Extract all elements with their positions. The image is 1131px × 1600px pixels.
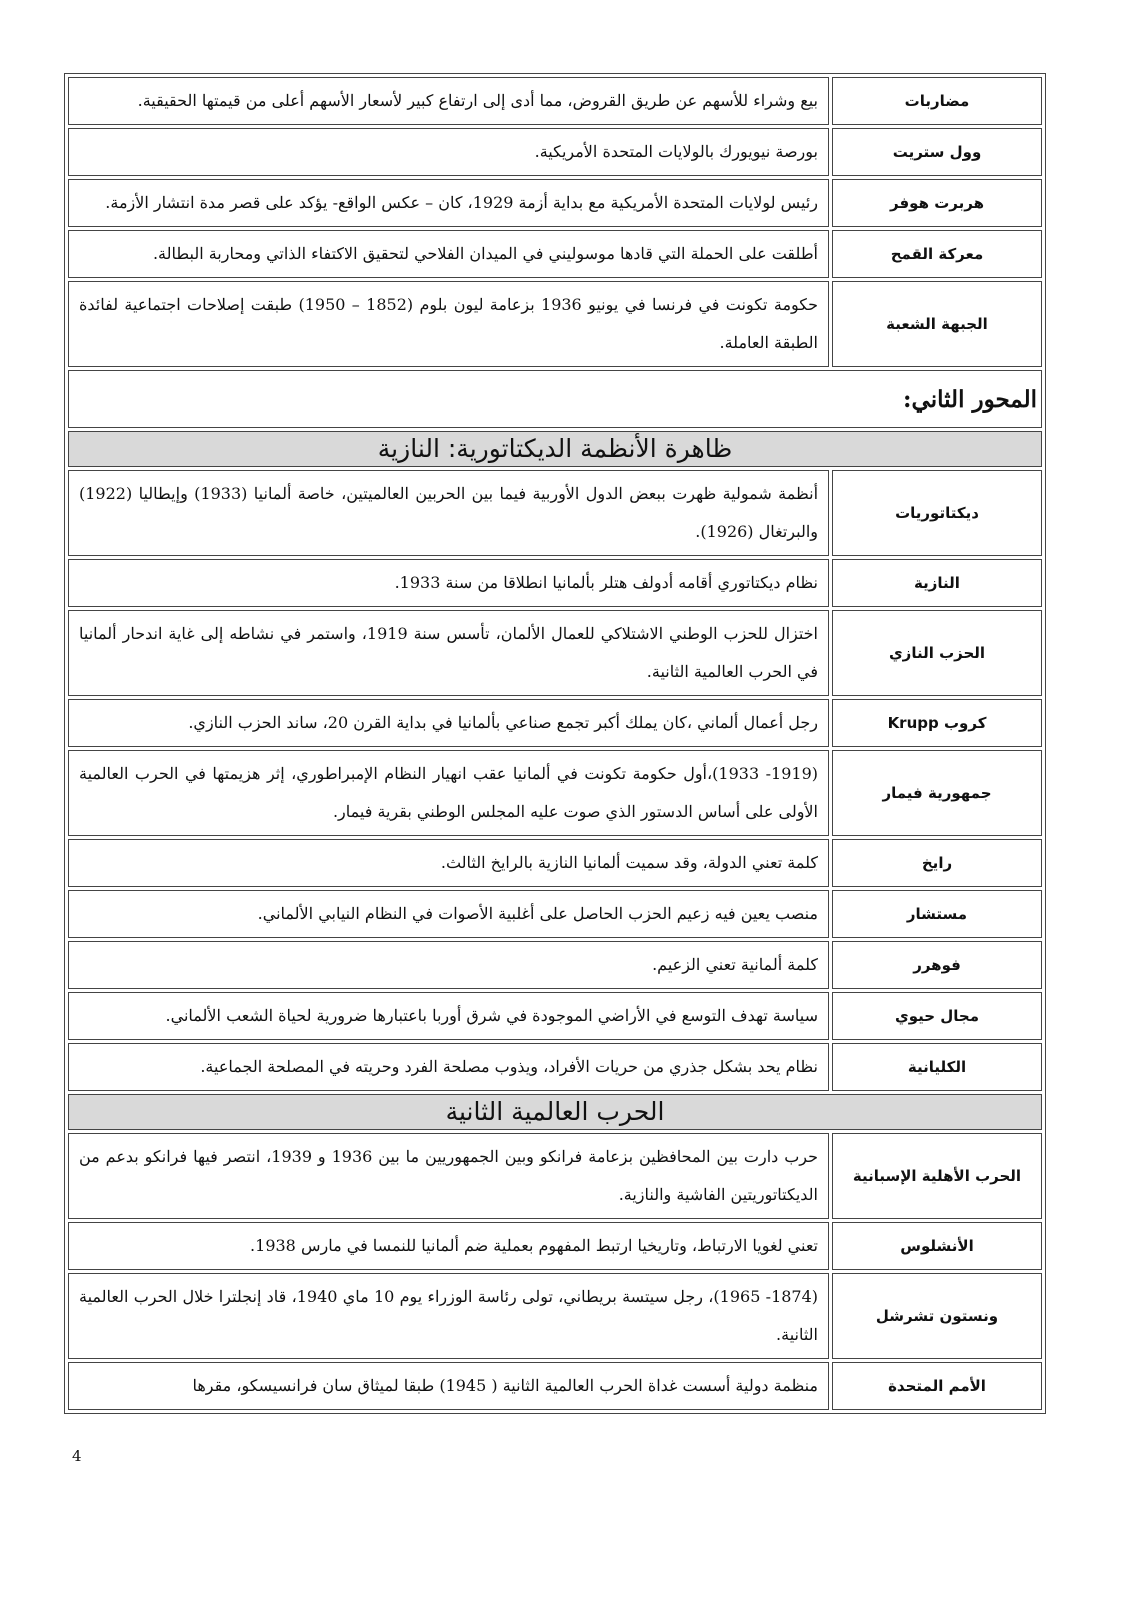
term-cell: الكليانية [832,1043,1042,1091]
table-row [68,1273,1042,1359]
definition-cell: حكومة تكونت في فرنسا في يونيو 1936 بزعامة ليون بلوم (1852 – 1950) طبقت إصلاحات اجتماعية لفائدة الطبقة العاملة. [68,281,829,367]
glossary-table [64,73,1046,1414]
term-cell: الحرب الأهلية الإسبانية [832,1133,1042,1219]
term-cell: جمهورية فيمار [832,750,1042,836]
definition-cell: نظام ديكتاتوري أقامه أدولف هتلر بألمانيا انطلاقا من سنة 1933. [68,559,829,607]
definition-cell: كلمة ألمانية تعني الزعيم. [68,941,829,989]
table-row [68,941,1042,989]
section-title-nazism: ظاهرة الأنظمة الديكتاتورية: النازية [68,431,1042,467]
definition-cell: تعني لغويا الارتباط، وتاريخيا ارتبط المفهوم بعملية ضم ألمانيا للنمسا في مارس 1938. [68,1222,829,1270]
term-cell: الحزب النازي [832,610,1042,696]
table-row [68,839,1042,887]
definition-cell: بورصة نيويورك بالولايات المتحدة الأمريكية. [68,128,829,176]
definition-cell: اختزال للحزب الوطني الاشتلاكي للعمال الألمان، تأسس سنة 1919، واستمر في نشاطه إلى غاية اندحار ألمانيا في الحرب العالمية الثانية. [68,610,829,696]
table-row [68,1362,1042,1410]
table-row [68,699,1042,747]
table-row [68,470,1042,556]
term-cell: معركة القمح [832,230,1042,278]
table-row [68,992,1042,1040]
table-row [68,750,1042,836]
term-cell: الأمم المتحدة [832,1362,1042,1410]
definition-cell: رجل أعمال ألماني ،كان يملك أكبر تجمع صناعي بألمانيا في بداية القرن 20، ساند الحزب النازي. [68,699,829,747]
term-cell: مجال حيوي [832,992,1042,1040]
term-cell: ونستون تشرشل [832,1273,1042,1359]
definition-cell: سياسة تهدف التوسع في الأراضي الموجودة في شرق أوربا باعتبارها ضرورية لحياة الشعب الألماني. [68,992,829,1040]
table-row [68,77,1042,125]
section-title-ww2: الحرب العالمية الثانية [68,1094,1042,1130]
term-cell: هربرت هوفر [832,179,1042,227]
definition-cell: رئيس لولايات المتحدة الأمريكية مع بداية أزمة 1929، كان – عكس الواقع- يؤكد على قصر مدة انتشار الأزمة. [68,179,829,227]
table-row [68,1222,1042,1270]
term-cell: مضاربات [832,77,1042,125]
table-row [68,559,1042,607]
term-cell: مستشار [832,890,1042,938]
definition-cell: بيع وشراء للأسهم عن طريق القروض، مما أدى إلى ارتفاع كبير لأسعار الأسهم أعلى من قيمتها الحقيقية. [68,77,829,125]
table-row [68,128,1042,176]
table-row [68,179,1042,227]
definition-cell: كلمة تعني الدولة، وقد سميت ألمانيا النازية بالرايخ الثالث. [68,839,829,887]
axis-row [68,370,1042,428]
table-row [68,890,1042,938]
term-cell: فوهرر [832,941,1042,989]
table-row [68,610,1042,696]
table-row [68,1043,1042,1091]
section-header-row [68,1094,1042,1130]
definition-cell: منظمة دولية أسست غداة الحرب العالمية الثانية ( 1945) طبقا لميثاق سان فرانسيسكو، مقرها [68,1362,829,1410]
definition-cell: أنظمة شمولية ظهرت ببعض الدول الأوربية فيما بين الحربين العالميتين، خاصة ألمانيا (1933) وإيطاليا (1922) والبرتغال (1926). [68,470,829,556]
term-cell: كروب Krupp [832,699,1042,747]
definition-cell: نظام يحد بشكل جذري من حريات الأفراد، ويذوب مصلحة الفرد وحريته في المصلحة الجماعية. [68,1043,829,1091]
page-number: 4 [72,1447,82,1465]
table-row [68,281,1042,367]
term-cell: الأنشلوس [832,1222,1042,1270]
axis-title: المحور الثاني: [68,370,1042,428]
table-row [68,230,1042,278]
definition-cell: حرب دارت بين المحافظين بزعامة فرانكو وبين الجمهوريين ما بين 1936 و 1939، انتصر فيها فرانكو بدعم من الديكتاتوريتين الفاشية والنازية. [68,1133,829,1219]
definition-cell: (1919- 1933)،أول حكومة تكونت في ألمانيا عقب انهيار النظام الإمبراطوري، إثر هزيمتها في الحرب العالمية الأولى على أساس الدستور الذي صوت عليه المجلس الوطني بقرية فيمار. [68,750,829,836]
definition-cell: أطلقت على الحملة التي قادها موسوليني في الميدان الفلاحي لتحقيق الاكتفاء الذاتي ومحاربة البطالة. [68,230,829,278]
section-header-row [68,431,1042,467]
definition-cell: منصب يعين فيه زعيم الحزب الحاصل على أغلبية الأصوات في النظام النيابي الألماني. [68,890,829,938]
table-row [68,1133,1042,1219]
definition-cell: (1874- 1965)، رجل سيتسة بريطاني، تولى رئاسة الوزراء يوم 10 ماي 1940، قاد إنجلترا خلال الحرب العالمية الثانية. [68,1273,829,1359]
term-cell: رايخ [832,839,1042,887]
term-cell: النازية [832,559,1042,607]
term-cell: ديكتاتوريات [832,470,1042,556]
term-cell: الجبهة الشعبة [832,281,1042,367]
term-cell: وول ستريت [832,128,1042,176]
